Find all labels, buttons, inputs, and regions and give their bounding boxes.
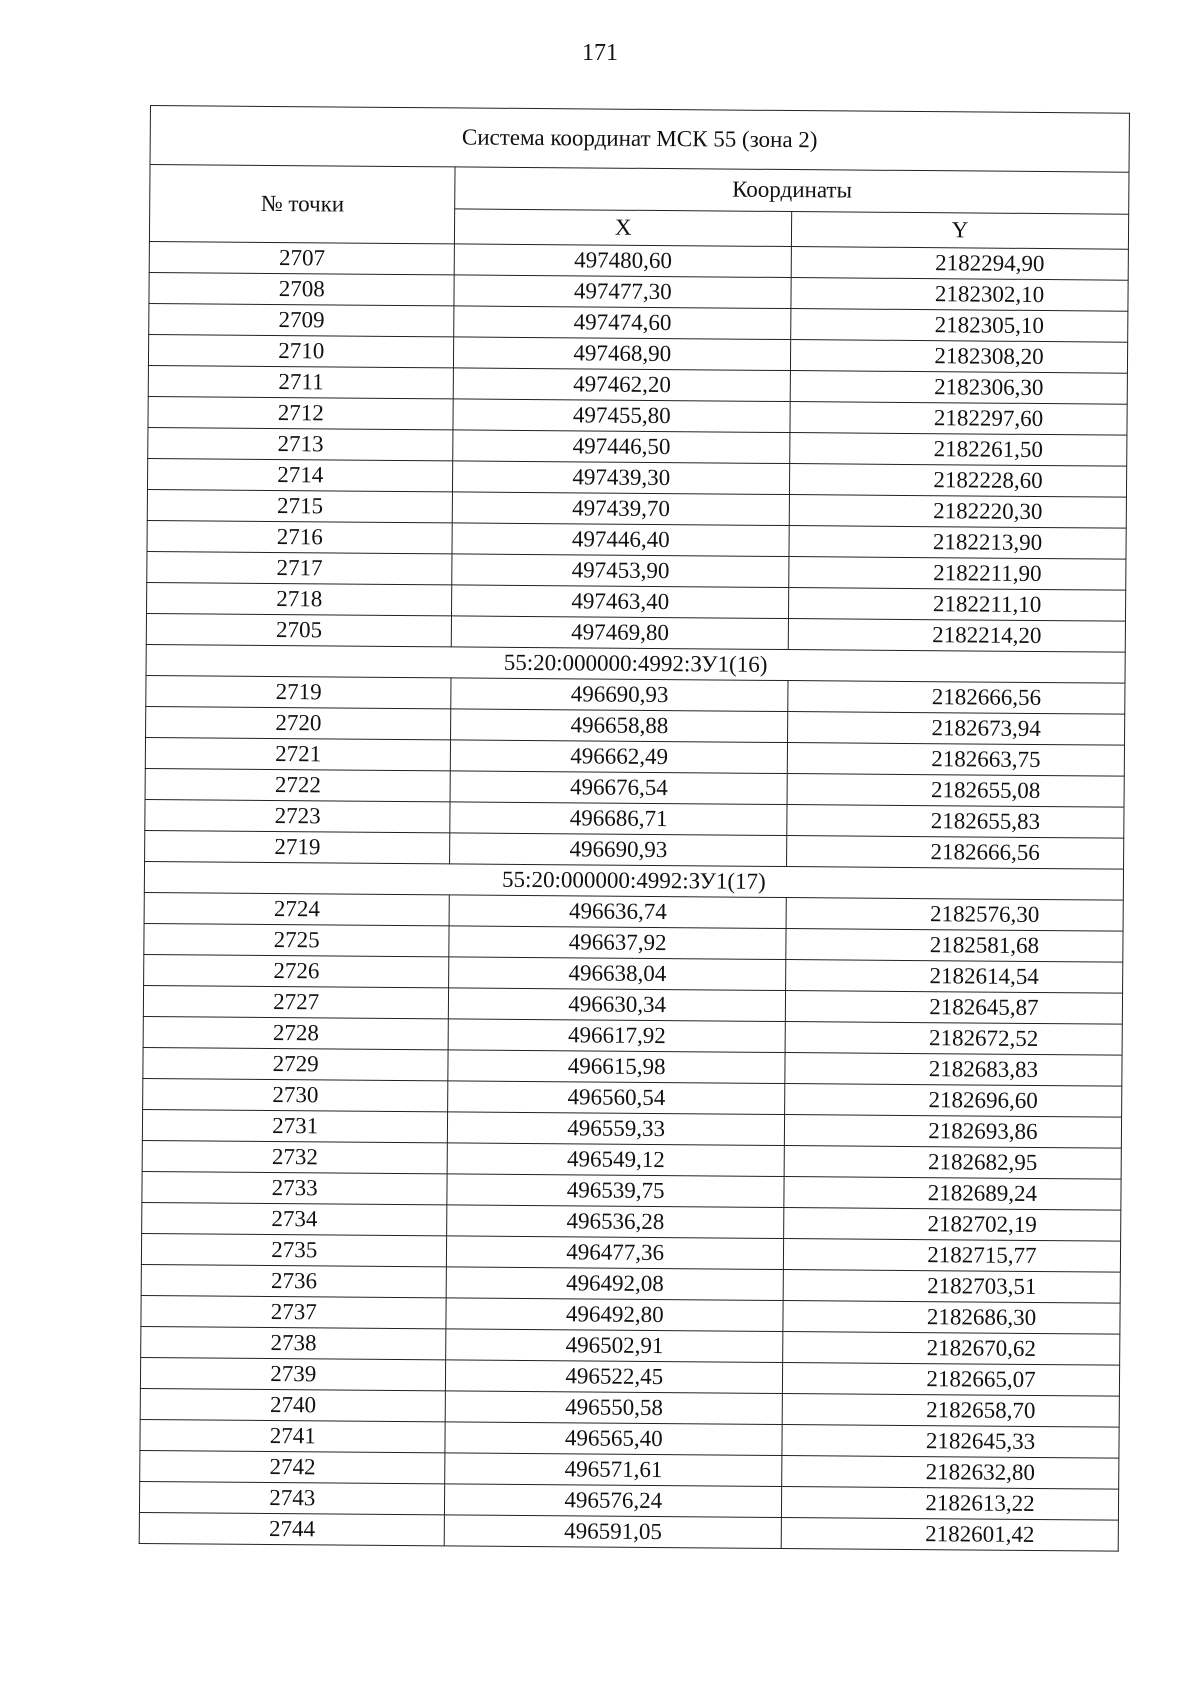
header-y: Y bbox=[791, 211, 1128, 249]
y-coordinate-cell: 2182614,54 bbox=[786, 960, 1123, 994]
x-coordinate-cell: 497469,80 bbox=[452, 616, 789, 650]
point-number-cell: 2726 bbox=[144, 954, 450, 987]
x-coordinate-cell: 497439,30 bbox=[453, 461, 790, 495]
y-coordinate-cell: 2182305,10 bbox=[791, 309, 1128, 343]
x-coordinate-cell: 496477,36 bbox=[447, 1236, 784, 1270]
x-coordinate-cell: 497439,70 bbox=[453, 492, 790, 526]
x-coordinate-cell: 496539,75 bbox=[447, 1174, 784, 1208]
point-number-cell: 2729 bbox=[143, 1047, 449, 1080]
point-number-cell: 2731 bbox=[142, 1109, 448, 1142]
y-coordinate-cell: 2182702,19 bbox=[784, 1208, 1121, 1242]
y-coordinate-cell: 2182645,87 bbox=[785, 991, 1122, 1025]
y-coordinate-cell: 2182696,60 bbox=[785, 1084, 1122, 1118]
y-coordinate-cell: 2182306,30 bbox=[790, 371, 1127, 405]
point-number-cell: 2725 bbox=[144, 923, 450, 956]
header-x: X bbox=[455, 209, 792, 247]
table-body bbox=[139, 241, 1128, 1551]
point-number-cell: 2709 bbox=[149, 303, 455, 336]
y-coordinate-cell: 2182581,68 bbox=[786, 929, 1123, 963]
point-number-cell: 2733 bbox=[142, 1171, 448, 1204]
point-number-cell: 2708 bbox=[149, 272, 455, 305]
x-coordinate-cell: 496549,12 bbox=[448, 1143, 785, 1177]
x-coordinate-cell: 496492,08 bbox=[447, 1267, 784, 1301]
x-coordinate-cell: 496637,92 bbox=[449, 926, 786, 960]
x-coordinate-cell: 496690,93 bbox=[451, 678, 788, 712]
x-coordinate-cell: 496658,88 bbox=[451, 709, 788, 743]
point-number-cell: 2720 bbox=[146, 706, 452, 739]
x-coordinate-cell: 496636,74 bbox=[450, 895, 787, 929]
point-number-cell: 2713 bbox=[148, 427, 454, 460]
x-coordinate-cell: 496615,98 bbox=[448, 1050, 785, 1084]
y-coordinate-cell: 2182703,51 bbox=[783, 1270, 1120, 1304]
y-coordinate-cell: 2182211,10 bbox=[788, 588, 1125, 622]
y-coordinate-cell: 2182211,90 bbox=[789, 557, 1126, 591]
point-number-cell: 2728 bbox=[143, 1016, 449, 1049]
y-coordinate-cell: 2182670,62 bbox=[783, 1332, 1120, 1366]
y-coordinate-cell: 2182655,08 bbox=[787, 774, 1124, 808]
point-number-cell: 2740 bbox=[140, 1388, 446, 1421]
x-coordinate-cell: 496630,34 bbox=[449, 988, 786, 1022]
point-number-cell: 2742 bbox=[140, 1450, 446, 1483]
y-coordinate-cell: 2182682,95 bbox=[784, 1146, 1121, 1180]
y-coordinate-cell: 2182308,20 bbox=[790, 340, 1127, 374]
x-coordinate-cell: 496638,04 bbox=[449, 957, 786, 991]
point-number-cell: 2711 bbox=[148, 365, 454, 398]
point-number-cell: 2710 bbox=[148, 334, 454, 367]
point-number-cell: 2744 bbox=[139, 1512, 445, 1545]
y-coordinate-cell: 2182632,80 bbox=[782, 1456, 1119, 1490]
y-coordinate-cell: 2182672,52 bbox=[785, 1022, 1122, 1056]
y-coordinate-cell: 2182663,75 bbox=[787, 743, 1124, 777]
point-number-cell: 2712 bbox=[148, 396, 454, 429]
x-coordinate-cell: 496550,58 bbox=[446, 1391, 783, 1425]
y-coordinate-cell: 2182655,83 bbox=[787, 805, 1124, 839]
y-coordinate-cell: 2182645,33 bbox=[782, 1425, 1119, 1459]
x-coordinate-cell: 496591,05 bbox=[445, 1515, 782, 1549]
x-coordinate-cell: 497462,20 bbox=[454, 368, 791, 402]
y-coordinate-cell: 2182576,30 bbox=[786, 898, 1123, 932]
y-coordinate-cell: 2182665,07 bbox=[782, 1363, 1119, 1397]
header-point-number: № точки bbox=[149, 165, 455, 244]
y-coordinate-cell: 2182213,90 bbox=[789, 526, 1126, 560]
point-number-cell: 2707 bbox=[149, 241, 455, 274]
y-coordinate-cell: 2182693,86 bbox=[784, 1115, 1121, 1149]
x-coordinate-cell: 496571,61 bbox=[445, 1453, 782, 1487]
x-coordinate-cell: 496560,54 bbox=[448, 1081, 785, 1115]
y-coordinate-cell: 2182686,30 bbox=[783, 1301, 1120, 1335]
point-number-cell: 2716 bbox=[147, 520, 453, 553]
y-coordinate-cell: 2182715,77 bbox=[783, 1239, 1120, 1273]
page-number: 171 bbox=[582, 40, 618, 66]
point-number-cell: 2717 bbox=[147, 551, 453, 584]
x-coordinate-cell: 496676,54 bbox=[451, 771, 788, 805]
y-coordinate-cell: 2182228,60 bbox=[789, 464, 1126, 498]
point-number-cell: 2714 bbox=[147, 458, 453, 491]
point-number-cell: 2743 bbox=[139, 1481, 445, 1514]
point-number-cell: 2739 bbox=[140, 1357, 446, 1390]
x-coordinate-cell: 496662,49 bbox=[451, 740, 788, 774]
point-number-cell: 2705 bbox=[146, 613, 452, 646]
y-coordinate-cell: 2182214,20 bbox=[788, 619, 1125, 653]
section-label: 55:20:000000:4992:ЗУ1(16) bbox=[146, 644, 1125, 683]
point-number-cell: 2721 bbox=[145, 737, 451, 770]
y-coordinate-cell: 2182666,56 bbox=[788, 681, 1125, 715]
y-coordinate-cell: 2182613,22 bbox=[781, 1487, 1118, 1521]
header-coordinates: Координаты bbox=[455, 167, 1129, 214]
y-coordinate-cell: 2182302,10 bbox=[791, 278, 1128, 312]
point-number-cell: 2741 bbox=[140, 1419, 446, 1452]
point-number-cell: 2738 bbox=[141, 1326, 447, 1359]
point-number-cell: 2719 bbox=[146, 675, 452, 708]
x-coordinate-cell: 496686,71 bbox=[450, 802, 787, 836]
y-coordinate-cell: 2182294,90 bbox=[791, 247, 1128, 281]
x-coordinate-cell: 496617,92 bbox=[449, 1019, 786, 1053]
x-coordinate-cell: 496522,45 bbox=[446, 1360, 783, 1394]
x-coordinate-cell: 497480,60 bbox=[455, 244, 792, 278]
point-number-cell: 2735 bbox=[141, 1233, 447, 1266]
x-coordinate-cell: 497446,50 bbox=[453, 430, 790, 464]
x-coordinate-cell: 496690,93 bbox=[450, 833, 787, 867]
x-coordinate-cell: 497474,60 bbox=[454, 306, 791, 340]
point-number-cell: 2718 bbox=[147, 582, 453, 615]
point-number-cell: 2715 bbox=[147, 489, 453, 522]
x-coordinate-cell: 496536,28 bbox=[447, 1205, 784, 1239]
x-coordinate-cell: 497463,40 bbox=[452, 585, 789, 619]
point-number-cell: 2727 bbox=[143, 985, 449, 1018]
point-number-cell: 2723 bbox=[145, 799, 451, 832]
y-coordinate-cell: 2182658,70 bbox=[782, 1394, 1119, 1428]
y-coordinate-cell: 2182601,42 bbox=[781, 1518, 1118, 1552]
y-coordinate-cell: 2182683,83 bbox=[785, 1053, 1122, 1087]
y-coordinate-cell: 2182666,56 bbox=[787, 836, 1124, 870]
y-coordinate-cell: 2182673,94 bbox=[788, 712, 1125, 746]
x-coordinate-cell: 496502,91 bbox=[446, 1329, 783, 1363]
point-number-cell: 2730 bbox=[143, 1078, 449, 1111]
point-number-cell: 2734 bbox=[142, 1202, 448, 1235]
x-coordinate-cell: 497468,90 bbox=[454, 337, 791, 371]
x-coordinate-cell: 497477,30 bbox=[454, 275, 791, 309]
table-caption: Система координат МСК 55 (зона 2) bbox=[150, 106, 1129, 173]
y-coordinate-cell: 2182220,30 bbox=[789, 495, 1126, 529]
point-number-cell: 2722 bbox=[145, 768, 451, 801]
x-coordinate-cell: 497446,40 bbox=[452, 523, 789, 557]
point-number-cell: 2737 bbox=[141, 1295, 447, 1328]
point-number-cell: 2719 bbox=[145, 830, 451, 863]
coordinates-table bbox=[139, 105, 1130, 1552]
section-label: 55:20:000000:4992:ЗУ1(17) bbox=[144, 861, 1123, 900]
x-coordinate-cell: 496576,24 bbox=[445, 1484, 782, 1518]
x-coordinate-cell: 496565,40 bbox=[445, 1422, 782, 1456]
y-coordinate-cell: 2182689,24 bbox=[784, 1177, 1121, 1211]
point-number-cell: 2732 bbox=[142, 1140, 448, 1173]
y-coordinate-cell: 2182261,50 bbox=[790, 433, 1127, 467]
y-coordinate-cell: 2182297,60 bbox=[790, 402, 1127, 436]
x-coordinate-cell: 496492,80 bbox=[446, 1298, 783, 1332]
point-number-cell: 2724 bbox=[144, 892, 450, 925]
x-coordinate-cell: 496559,33 bbox=[448, 1112, 785, 1146]
x-coordinate-cell: 497455,80 bbox=[453, 399, 790, 433]
x-coordinate-cell: 497453,90 bbox=[452, 554, 789, 588]
point-number-cell: 2736 bbox=[141, 1264, 447, 1297]
